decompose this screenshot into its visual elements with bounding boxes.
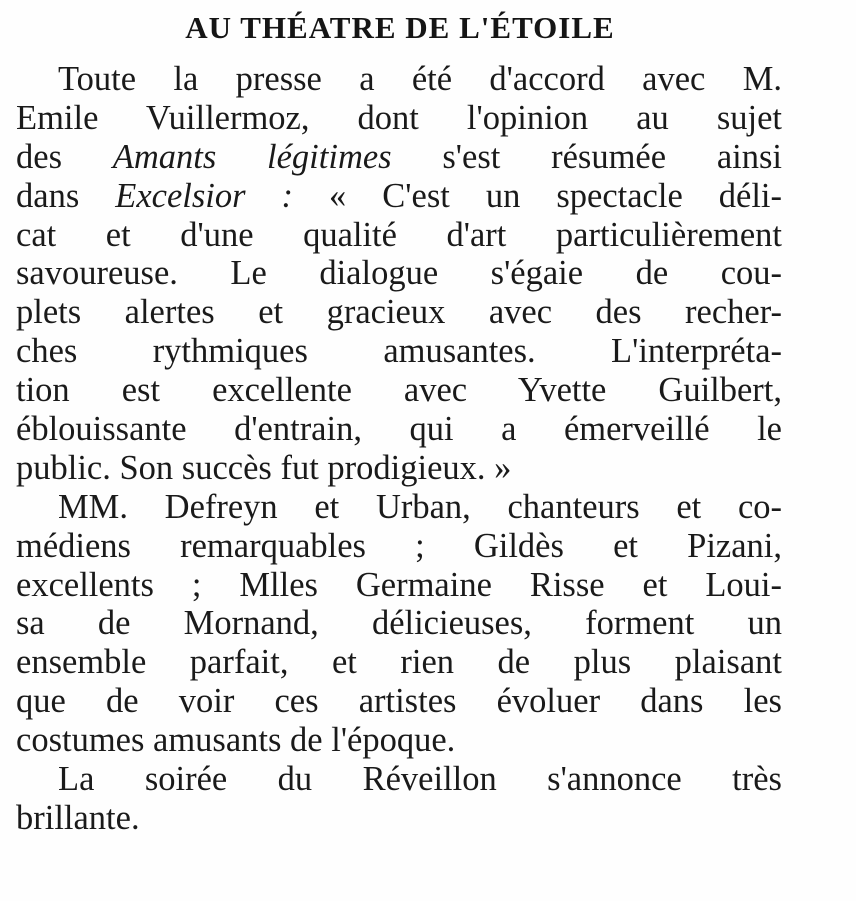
text-line: médiens remarquables ; Gildès et Pizani, [16,526,782,565]
text-line: ches rythmiques amusantes. L'interpréta- [16,332,782,371]
paragraph [16,60,782,488]
text-line: sa de Mornand, délicieuses, forment un [16,604,782,643]
text-line: costumes amusants de l'époque. [16,721,456,760]
article-body [16,60,782,838]
text-line: excellents ; Mlles Germaine Risse et Loui- [16,565,782,604]
italic-title: Amants légitimes [112,137,392,176]
text-line: ensemble parfait, et rien de plus plaisant [16,643,782,682]
text-line: Emile Vuillermoz, dont l'opinion au sujet [16,98,782,137]
text-line: La soirée du Réveillon s'annonce très [58,760,782,799]
text-line: Toute la presse a été d'accord avec M. [58,60,782,98]
italic-publication: Excelsior : [115,176,294,215]
text-line: tion est excellente avec Yvette Guilbert, [16,371,782,410]
text-line: savoureuse. Le dialogue s'égaie de cou- [16,254,782,293]
text-line: cat et d'une qualité d'art particulièrement [16,215,782,254]
text-line: brillante. [16,798,140,837]
text-line: MM. Defreyn et Urban, chanteurs et co- [58,487,782,526]
text-line: que de voir ces artistes évoluer dans les [16,682,782,721]
text-line: des Amants légitimes s'est résumée ainsi [16,137,782,176]
paragraph [16,760,782,838]
paragraph [16,488,782,760]
text-line: public. Son succès fut prodigieux. » [16,448,512,487]
text-line: dans Excelsior : « C'est un spectacle déli- [16,176,782,215]
text-line: plets alertes et gracieux avec des recher- [16,293,782,332]
text-line: éblouissante d'entrain, qui a émerveillé le [16,410,782,449]
article-title: AU THÉATRE DE L'ÉTOILE [185,10,615,45]
